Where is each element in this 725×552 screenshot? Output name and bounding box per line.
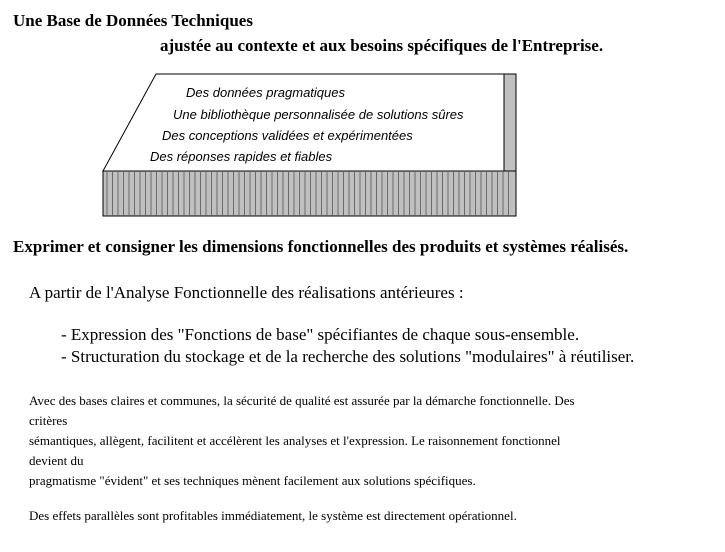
bullet-item-2: - Structuration du stockage et de la recherche des solutions "modulaires" à réutiliser.	[61, 347, 635, 366]
slab-label-1: Des données pragmatiques	[186, 85, 345, 100]
slab-front-face	[103, 171, 516, 216]
title-line-1: Une Base de Données Techniques	[13, 11, 253, 30]
body-line-1: Avec des bases claires et communes, la sécurité de qualité est assurée par la démarche fonctionnelle. Des	[29, 393, 575, 408]
slab-label-2: Une bibliothèque personnalisée de solutions sûres	[173, 107, 464, 122]
slab-label-4: Des réponses rapides et fiables	[150, 149, 333, 164]
body-final-line: Des effets parallèles sont profitables immédiatement, le système est directement opérationnel.	[29, 508, 517, 523]
slab-label-3: Des conceptions validées et expérimentées	[162, 128, 413, 143]
body-line-2: critères	[29, 413, 68, 428]
title-line-2: ajustée au contexte et aux besoins spécifiques de l'Entreprise.	[160, 36, 604, 55]
body-line-5: pragmatisme "évident" et ses techniques mènent facilement aux solutions spécifiques.	[29, 473, 476, 488]
slab-side-face	[504, 74, 516, 172]
bullet-item-1: - Expression des "Fonctions de base" spécifiantes de chaque sous-ensemble.	[61, 325, 580, 344]
section-intro: A partir de l'Analyse Fonctionnelle des réalisations antérieures :	[29, 283, 464, 302]
body-line-3: sémantiques, allègent, facilitent et accélèrent les analyses et l'expression. Le raisonnement fonctionnel	[29, 433, 561, 448]
database-slab-diagram	[100, 72, 530, 220]
section-heading: Exprimer et consigner les dimensions fonctionnelles des produits et systèmes réalisés.	[13, 237, 629, 256]
body-line-4: devient du	[29, 453, 84, 468]
